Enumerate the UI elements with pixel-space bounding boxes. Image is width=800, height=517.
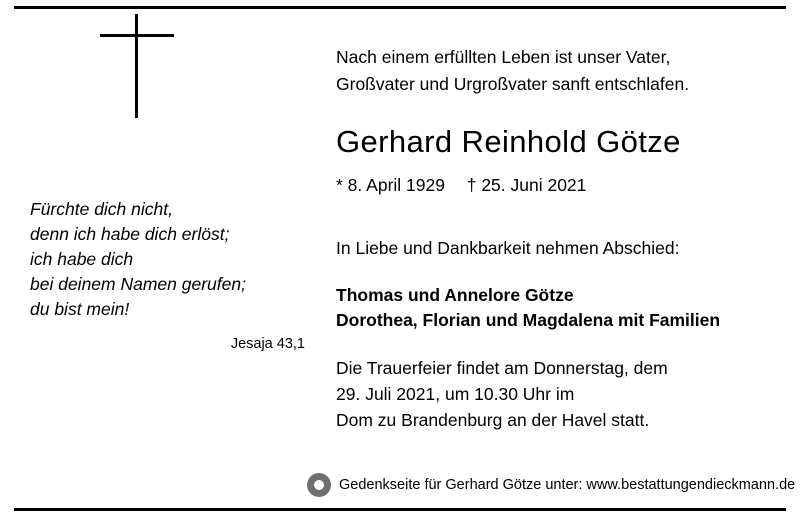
verse-source: Jesaja 43,1 bbox=[230, 336, 305, 352]
ceremony-details bbox=[336, 355, 780, 433]
verse-line: denn ich habe dich erlöst; bbox=[30, 224, 230, 244]
verse-line: du bist mein! bbox=[30, 299, 130, 319]
farewell-text: In Liebe und Dankbarkeit nehmen Abschied: bbox=[336, 238, 680, 258]
cross-icon bbox=[100, 14, 174, 118]
intro-line-1: Nach einem erfüllten Leben ist unser Vater, bbox=[336, 47, 671, 67]
ceremony-line-2: 29. Juli 2021, um 10.30 Uhr im bbox=[336, 384, 575, 404]
cross-vertical-bar bbox=[135, 14, 138, 118]
intro-line-2: Großvater und Urgroßvater sanft entschlafen. bbox=[336, 74, 690, 94]
verse-line: bei deinem Namen gerufen; bbox=[30, 274, 246, 294]
life-dates bbox=[336, 175, 780, 196]
top-border-rule bbox=[14, 6, 786, 9]
mourner-line: Dorothea, Florian und Magdalena mit Familien bbox=[336, 310, 721, 330]
birth-date: * 8. April 1929 bbox=[336, 175, 445, 195]
bottom-border-rule bbox=[14, 508, 786, 511]
deceased-name: Gerhard Reinhold Götze bbox=[336, 124, 681, 159]
main-content-column bbox=[336, 44, 780, 433]
memorial-page-footer bbox=[307, 473, 795, 497]
ceremony-line-3: Dom zu Brandenburg an der Havel statt. bbox=[336, 410, 650, 430]
intro-text bbox=[336, 44, 780, 98]
cross-horizontal-bar bbox=[100, 34, 174, 37]
ceremony-line-1: Die Trauerfeier findet am Donnerstag, dem bbox=[336, 358, 668, 378]
death-date: † 25. Juni 2021 bbox=[466, 175, 587, 195]
mourner-line: Thomas und Annelore Götze bbox=[336, 285, 574, 305]
memorial-page-link-text[interactable]: Gedenkseite für Gerhard Götze unter: www.bestattungendieckmann.de bbox=[339, 477, 796, 493]
memorial-circle-icon bbox=[307, 473, 331, 497]
verse-line: ich habe dich bbox=[30, 249, 134, 269]
bible-verse-block bbox=[30, 197, 305, 352]
mourners-list bbox=[336, 283, 780, 333]
verse-line: Fürchte dich nicht, bbox=[30, 199, 173, 219]
